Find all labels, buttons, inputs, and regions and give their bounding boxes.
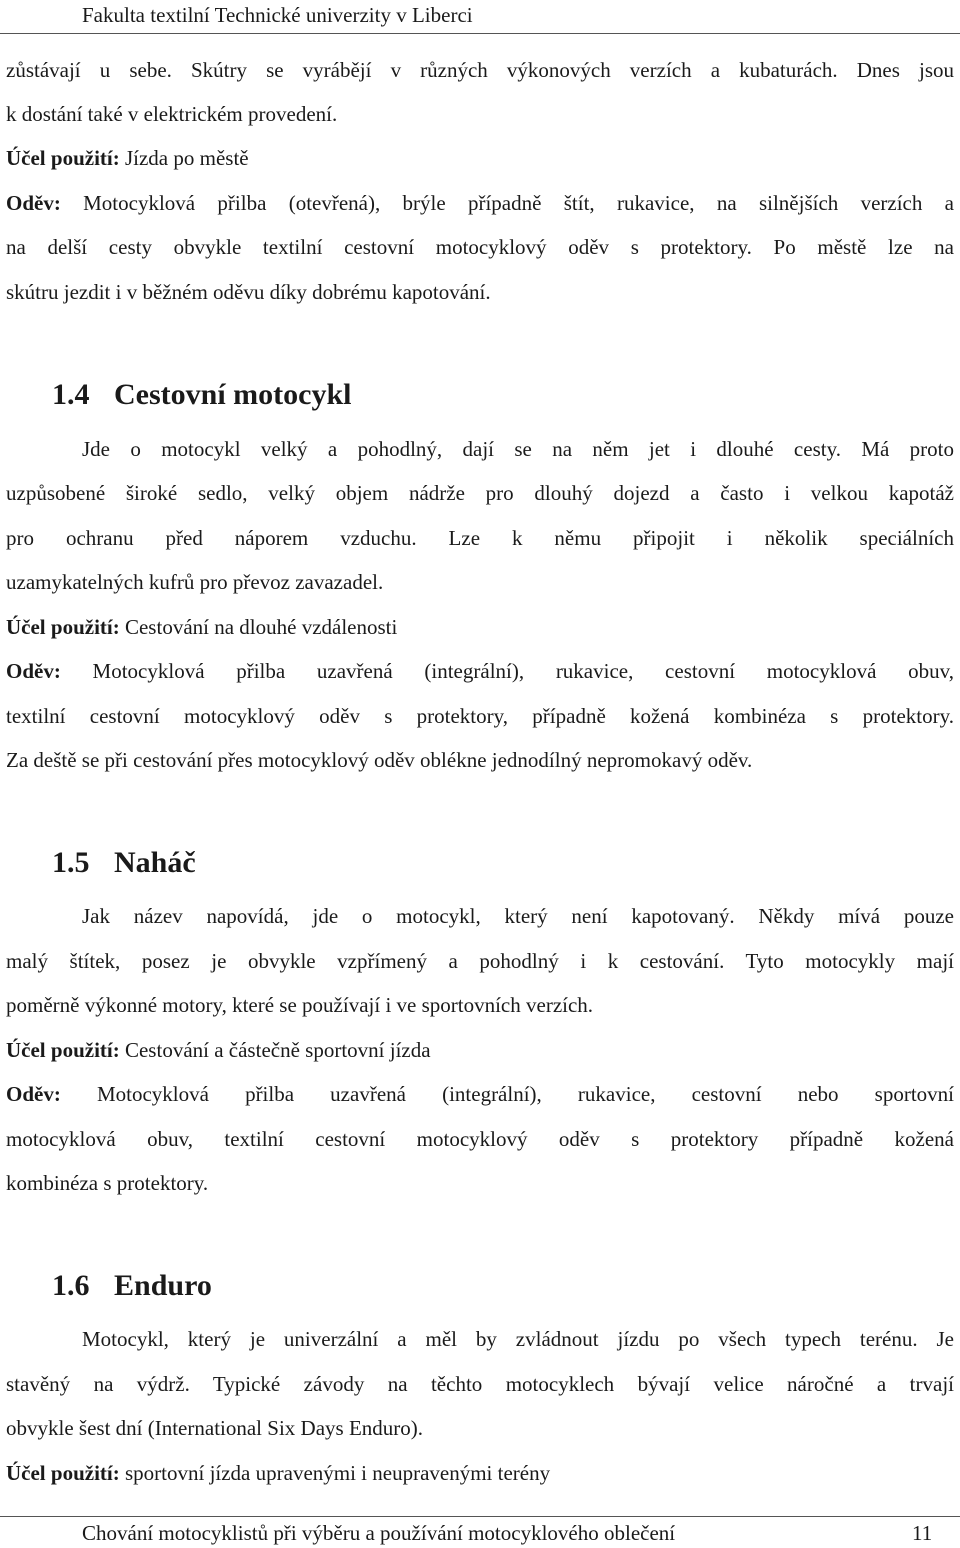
section-number: 1.6 [52, 1269, 90, 1302]
page-number: 11 [912, 1521, 933, 1545]
usage-line [6, 141, 954, 175]
body-line: kombinéza s protektory. [6, 1171, 209, 1195]
footer-divider [0, 1516, 960, 1517]
clothing-text: Motocyklová přilba uzavřená (integrální), rukavice, cestovní nebo sportovní [60, 1082, 954, 1106]
clothing-label: Oděv: [6, 191, 61, 215]
section-title: Cestovní motocykl [114, 378, 352, 411]
body-line: zůstávají u sebe. Skútry se vyrábějí v různých výkonových verzích a kubaturách. Dnes jsou [6, 58, 954, 82]
body-line: k dostání také v elektrickém provedení. [6, 102, 338, 126]
clothing-line [6, 186, 954, 220]
page-header: Fakulta textilní Technické univerzity v Liberci [0, 0, 960, 34]
clothing-text: Motocyklová přilba (otevřená), brýle případně štít, rukavice, na silnějších verzích a [60, 191, 954, 215]
body-line: skútru jezdit i v běžném oděvu díky dobrému kapotování. [6, 280, 491, 304]
clothing-label: Oděv: [6, 1082, 61, 1106]
usage-text: sportovní jízda upravenými i neupravenými terény [119, 1461, 551, 1485]
clothing-line [6, 1077, 954, 1111]
clothing-line [6, 654, 954, 688]
body-line: Motocykl, který je univerzální a měl by zvládnout jízdu po všech typech terénu. Je [82, 1327, 954, 1351]
section-heading [52, 843, 196, 883]
clothing-label: Oděv: [6, 659, 61, 683]
body-line: poměrně výkonné motory, které se používají i ve sportovních verzích. [6, 993, 594, 1017]
section-number: 1.5 [52, 846, 90, 879]
body-line: Jak název napovídá, jde o motocykl, který není kapotovaný. Někdy mívá pouze [82, 904, 954, 928]
body-line: motocyklová obuv, textilní cestovní motocyklový oděv s protektory případně kožená [6, 1127, 954, 1151]
usage-line [6, 1456, 954, 1490]
usage-label: Účel použití: [6, 1461, 120, 1485]
body-line: Za deště se při cestování přes motocyklový oděv oblékne jednodílný nepromokavý oděv. [6, 748, 753, 772]
usage-line [6, 1033, 954, 1067]
usage-label: Účel použití: [6, 1038, 120, 1062]
usage-text: Cestování na dlouhé vzdálenosti [119, 615, 398, 639]
body-line: pro ochranu před náporem vzduchu. Lze k němu připojit i několik speciálních [6, 526, 954, 550]
clothing-text: Motocyklová přilba uzavřená (integrální), rukavice, cestovní motocyklová obuv, [60, 659, 954, 683]
body-line: Jde o motocykl velký a pohodlný, dají se na něm jet i dlouhé cesty. Má proto [82, 437, 954, 461]
usage-text: Cestování a částečně sportovní jízda [119, 1038, 431, 1062]
body-line: malý štítek, posez je obvykle vzpřímený a pohodlný i k cestování. Tyto motocykly mají [6, 949, 954, 973]
section-number: 1.4 [52, 378, 90, 411]
body-line: stavěný na výdrž. Typické závody na těchto motocyklech bývají velice náročné a trvají [6, 1372, 954, 1396]
body-line: obvykle šest dní (International Six Days Enduro). [6, 1416, 424, 1440]
usage-label: Účel použití: [6, 615, 120, 639]
section-title: Naháč [114, 846, 196, 879]
section-heading [52, 1266, 212, 1306]
usage-line [6, 610, 954, 644]
body-line: uzpůsobené široké sedlo, velký objem nádrže pro dlouhý dojezd a často i velkou kapotáž [6, 481, 954, 505]
body-line: textilní cestovní motocyklový oděv s protektory, případně kožená kombinéza s protektory. [6, 704, 954, 728]
section-title: Enduro [114, 1269, 212, 1302]
section-heading [52, 375, 351, 415]
usage-label: Účel použití: [6, 146, 120, 170]
body-line: uzamykatelných kufrů pro převoz zavazadel. [6, 570, 384, 594]
footer-title: Chování motocyklistů při výběru a používání motocyklového oblečení [82, 1521, 676, 1545]
usage-text: Jízda po městě [119, 146, 249, 170]
body-line: na delší cesty obvykle textilní cestovní motocyklový oděv s protektory. Po městě lze na [6, 235, 954, 259]
